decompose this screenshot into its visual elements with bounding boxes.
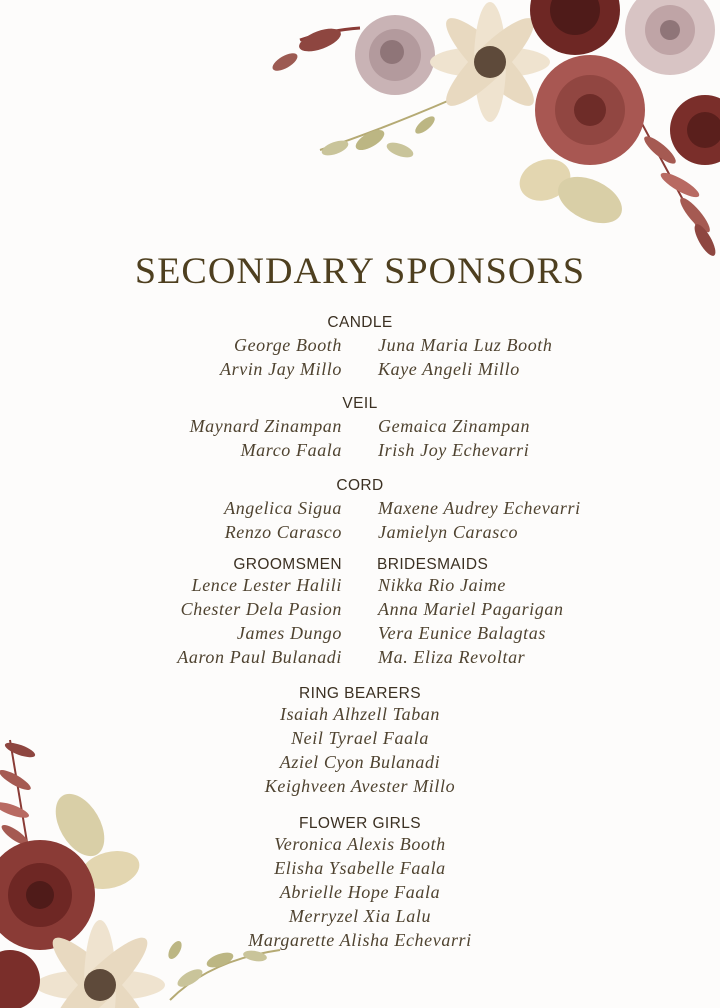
flower-girl-name: Abrielle Hope Faala	[279, 882, 441, 902]
flower-girls-heading: FLOWER GIRLS	[299, 815, 421, 832]
ring-bearer-name: Neil Tyrael Faala	[291, 728, 429, 748]
candle-heading: CANDLE	[327, 314, 393, 331]
flower-girl-name: Veronica Alexis Booth	[274, 834, 446, 854]
groomsmen-heading: GROOMSMEN	[233, 556, 342, 573]
ring-bearer-name: Aziel Cyon Bulanadi	[279, 752, 441, 772]
bridesmaid-name: Nikka Rio Jaime	[378, 575, 506, 595]
bridesmaids-heading: BRIDESMAIDS	[377, 556, 489, 573]
sponsor-name: Maxene Audrey Echevarri	[378, 498, 581, 518]
sponsor-name: Renzo Carasco	[224, 522, 342, 542]
flower-girl-name: Merryzel Xia Lalu	[288, 906, 432, 926]
ring-bearers-heading: RING BEARERS	[299, 685, 421, 702]
cord-heading: CORD	[336, 477, 384, 494]
party-pair	[0, 575, 720, 599]
cord-pair	[0, 498, 720, 522]
sponsor-name: George Booth	[233, 335, 342, 355]
veil-pair	[0, 416, 720, 440]
ring-bearer-name: Keighveen Avester Millo	[264, 776, 456, 796]
bridesmaid-name: Vera Eunice Balagtas	[378, 623, 546, 643]
bridesmaid-name: Anna Mariel Pagarigan	[378, 599, 564, 619]
sponsor-name: Maynard Zinampan	[189, 416, 342, 436]
page-title: SECONDARY SPONSORS	[134, 251, 586, 292]
flower-girl-name: Elisha Ysabelle Faala	[274, 858, 446, 878]
flower-girl-name: Margarette Alisha Echevarri	[248, 930, 472, 950]
sponsor-name: Marco Faala	[240, 440, 342, 460]
floral-decoration-top	[260, 0, 720, 270]
sponsor-name: Juna Maria Luz Booth	[378, 335, 553, 355]
groomsman-name: James Dungo	[236, 623, 342, 643]
candle-pair	[0, 359, 720, 383]
candle-pair	[0, 335, 720, 359]
sponsor-name: Angelica Sigua	[224, 498, 342, 518]
sponsor-name: Kaye Angeli Millo	[378, 359, 520, 379]
sponsor-name: Gemaica Zinampan	[378, 416, 531, 436]
groomsman-name: Chester Dela Pasion	[180, 599, 342, 619]
bridesmaid-name: Ma. Eliza Revoltar	[378, 647, 526, 667]
groomsman-name: Lence Lester Halili	[191, 575, 342, 595]
groomsman-name: Aaron Paul Bulanadi	[177, 647, 342, 667]
party-pair	[0, 599, 720, 623]
veil-pair	[0, 440, 720, 464]
sponsor-name: Arvin Jay Millo	[220, 359, 342, 379]
party-pair	[0, 623, 720, 647]
party-pair	[0, 647, 720, 671]
sponsor-name: Jamielyn Carasco	[378, 522, 519, 542]
sponsor-name: Irish Joy Echevarri	[378, 440, 530, 460]
ring-bearer-name: Isaiah Alhzell Taban	[279, 704, 441, 724]
veil-heading: VEIL	[342, 395, 378, 412]
cord-pair	[0, 522, 720, 546]
